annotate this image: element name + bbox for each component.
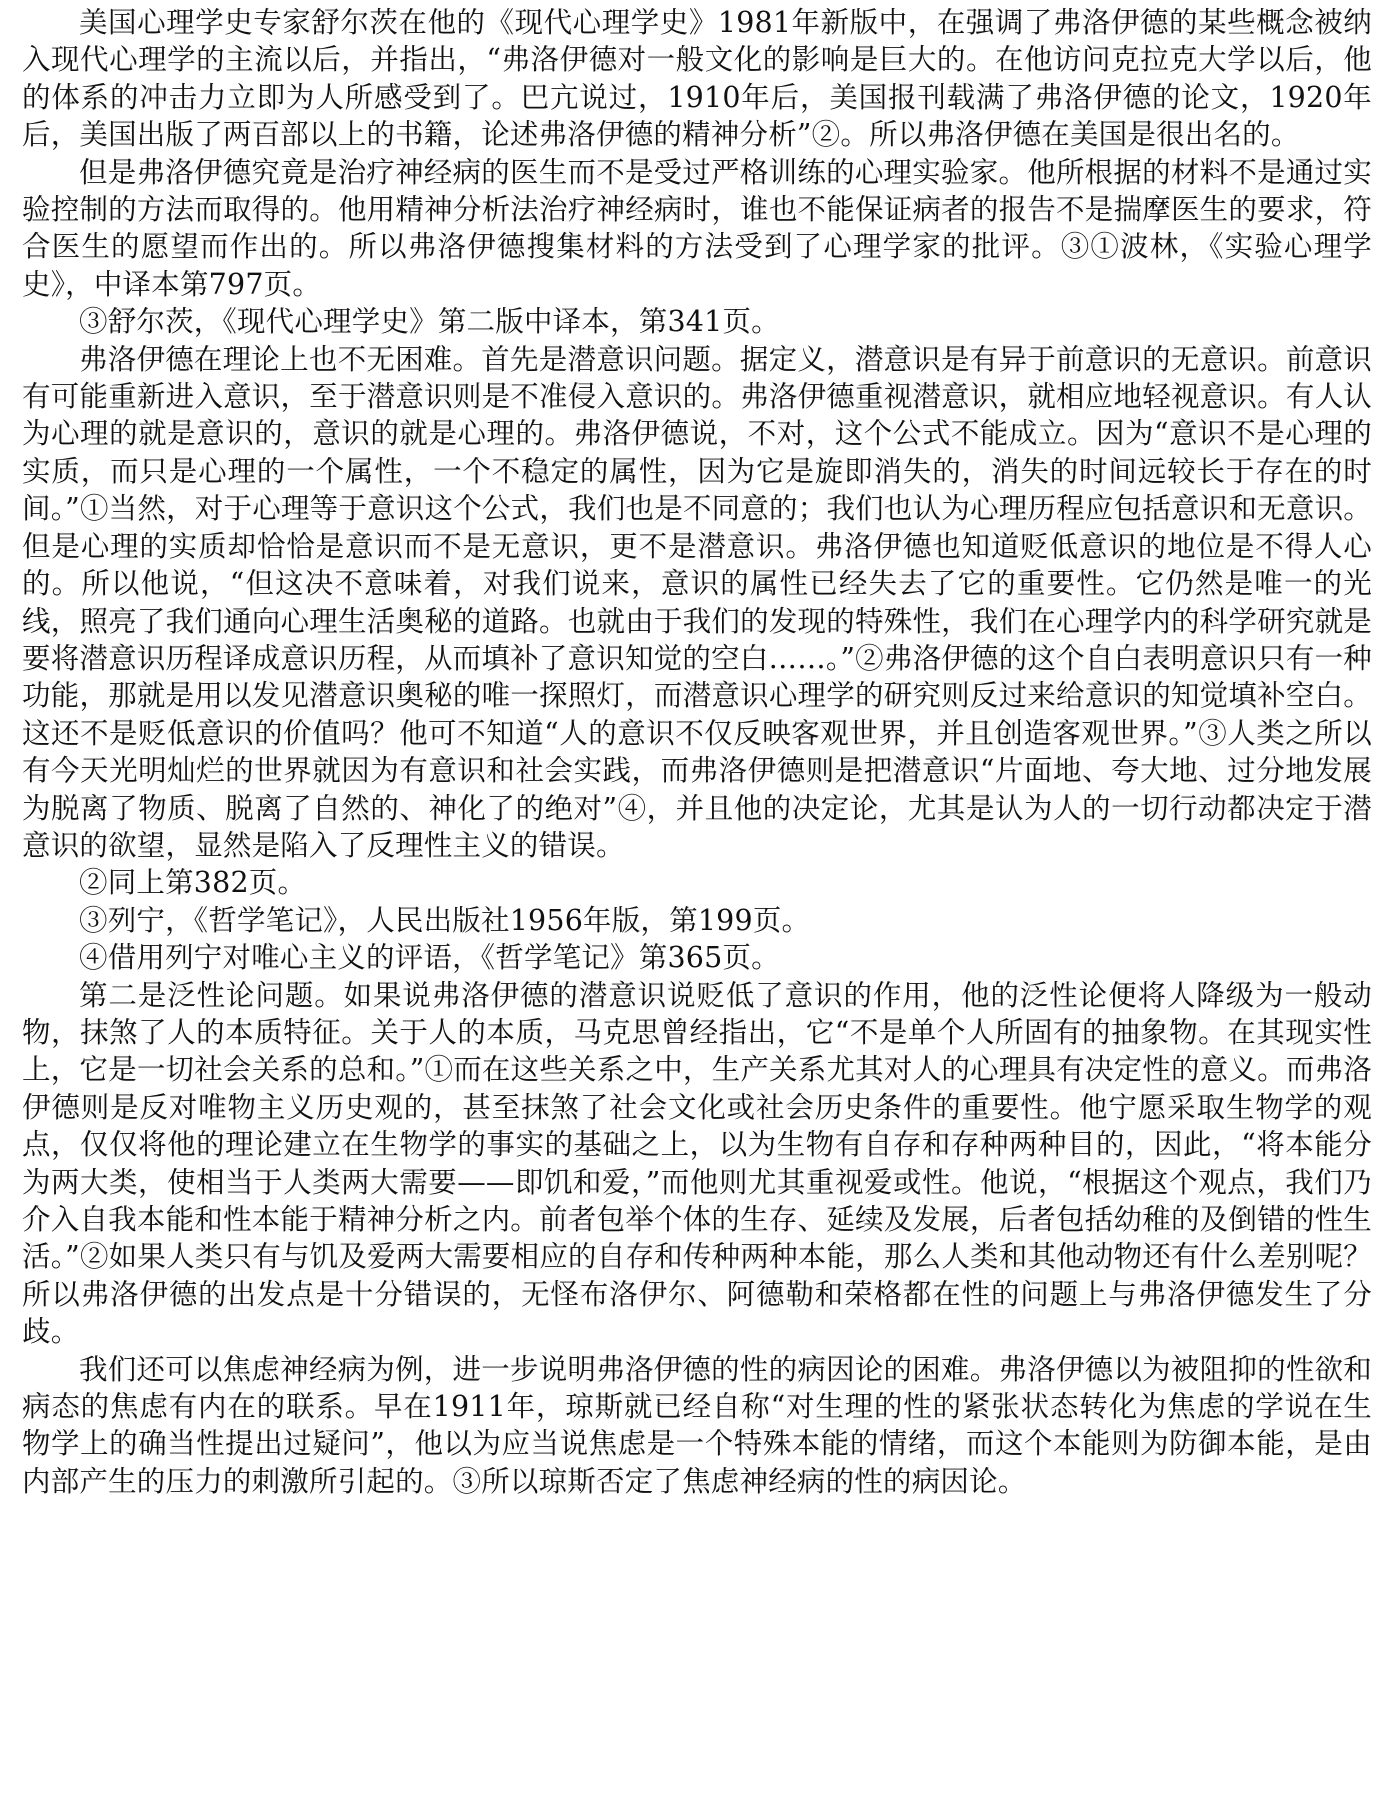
paragraph-schultz-influence: 美国心理学史专家舒尔茨在他的《现代心理学史》1981年新版中，在强调了弗洛伊德的某些概念被纳入现代心理学的主流以后，并指出，“弗洛伊德对一般文化的影响是巨大的。在他访问克拉克大学以后，他的体系的冲击力立即为人所感受到了。巴亢说过，1910年后，美国报刊载满了弗洛伊德的论文，1920年后，美国出版了两百部以上的书籍，论述弗洛伊德的精神分析”②。所以弗洛伊德在美国是很出名的。 — [22, 6, 1372, 152]
paragraph-unconscious-problem: 弗洛伊德在理论上也不无困难。首先是潜意识问题。据定义，潜意识是有异于前意识的无意识。前意识有可能重新进入意识，至于潜意识则是不准侵入意识的。弗洛伊德重视潜意识，就相应地轻视意识。有人认为心理的就是意识的，意识的就是心理的。弗洛伊德说，不对，这个公式不能成立。因为“意识不是心理的实质，而只是心理的一个属性，一个不稳定的属性，因为它是旋即消失的，消失的时间远较长于存在的时间。”①当然，对于心理等于意识这个公式，我们也是不同意的；我们也认为心理历程应包括意识和无意识。但是心理的实质却恰恰是意识而不是无意识，更不是潜意识。弗洛伊德也知道贬低意识的地位是不得人心的。所以他说，“但这决不意味着，对我们说来，意识的属性已经失去了它的重要性。它仍然是唯一的光线，照亮了我们通向心理生活奥秘的道路。也就由于我们的发现的特殊性，我们在心理学内的科学研究就是要将潜意识历程译成意识历程，从而填补了意识知觉的空白……。”②弗洛伊德的这个自白表明意识只有一种功能，那就是用以发见潜意识奥秘的唯一探照灯，而潜意识心理学的研究则反过来给意识的知觉填补空白。这还不是贬低意识的价值吗？他可不知道“人的意识不仅反映客观世界，并且创造客观世界。”③人类之所以有今天光明灿烂的世界就因为有意识和社会实践，而弗洛伊德则是把潜意识“片面地、夸大地、过分地发展为脱离了物质、脱离了自然的、神化了的绝对”④，并且他的决定论，尤其是认为人的一切行动都决定于潜意识的欲望，显然是陷入了反理性主义的错误。 — [22, 342, 1372, 862]
footnote-lenin-comment: ④借用列宁对唯心主义的评语，《哲学笔记》第365页。 — [79, 941, 780, 975]
paragraph-method-criticism: 但是弗洛伊德究竟是治疗神经病的医生而不是受过严格训练的心理实验家。他所根据的材料不是通过实验控制的方法而取得的。他用精神分析法治疗神经病时，谁也不能保证病者的报告不是揣摩医生的要求，符合医生的愿望而作出的。所以弗洛伊德搜集材料的方法受到了心理学家的批评。③①波林，《实验心理学史》，中译本第797页。 — [22, 155, 1372, 301]
footnote-ibid: ②同上第382页。 — [79, 866, 307, 900]
paragraph-pansexualism: 第二是泛性论问题。如果说弗洛伊德的潜意识说贬低了意识的作用，他的泛性论便将人降级为一般动物，抹煞了人的本质特征。关于人的本质，马克思曾经指出，它“不是单个人所固有的抽象物。在其现实性上，它是一切社会关系的总和。”①而在这些关系之中，生产关系尤其对人的心理具有决定性的意义。而弗洛伊德则是反对唯物主义历史观的，甚至抹煞了社会文化或社会历史条件的重要性。他宁愿采取生物学的观点，仅仅将他的理论建立在生物学的事实的基础之上，以为生物有自存和存种两种目的，因此，“将本能分为两大类，使相当于人类两大需要——即饥和爱，”而他则尤其重视爱或性。他说，“根据这个观点，我们乃介入自我本能和性本能于精神分析之内。前者包举个体的生存、延续及发展，后者包括幼稚的及倒错的性生活。”②如果人类只有与饥及爱两大需要相应的自存和传种两种本能，那么人类和其他动物还有什么差别呢？所以弗洛伊德的出发点是十分错误的，无怪布洛伊尔、阿德勒和荣格都在性的问题上与弗洛伊德发生了分歧。 — [22, 978, 1372, 1349]
paragraph-anxiety-neurosis: 我们还可以焦虑神经病为例，进一步说明弗洛伊德的性的病因论的困难。弗洛伊德以为被阻抑的性欲和病态的焦虑有内在的联系。早在1911年，琼斯就已经自称“对生理的性的紧张状态转化为焦虑的学说在生物学上的确当性提出过疑问”，他以为应当说焦虑是一个特殊本能的情绪，而这个本能则为防御本能，是由内部产生的压力的刺激所引起的。③所以琼斯否定了焦虑神经病的性的病因论。 — [22, 1352, 1372, 1498]
footnote-lenin-notes: ③列宁，《哲学笔记》，人民出版社1956年版，第199页。 — [79, 903, 811, 937]
document-page — [22, 4, 1372, 1500]
footnote-schultz: ③舒尔茨，《现代心理学史》第二版中译本，第341页。 — [79, 305, 780, 339]
